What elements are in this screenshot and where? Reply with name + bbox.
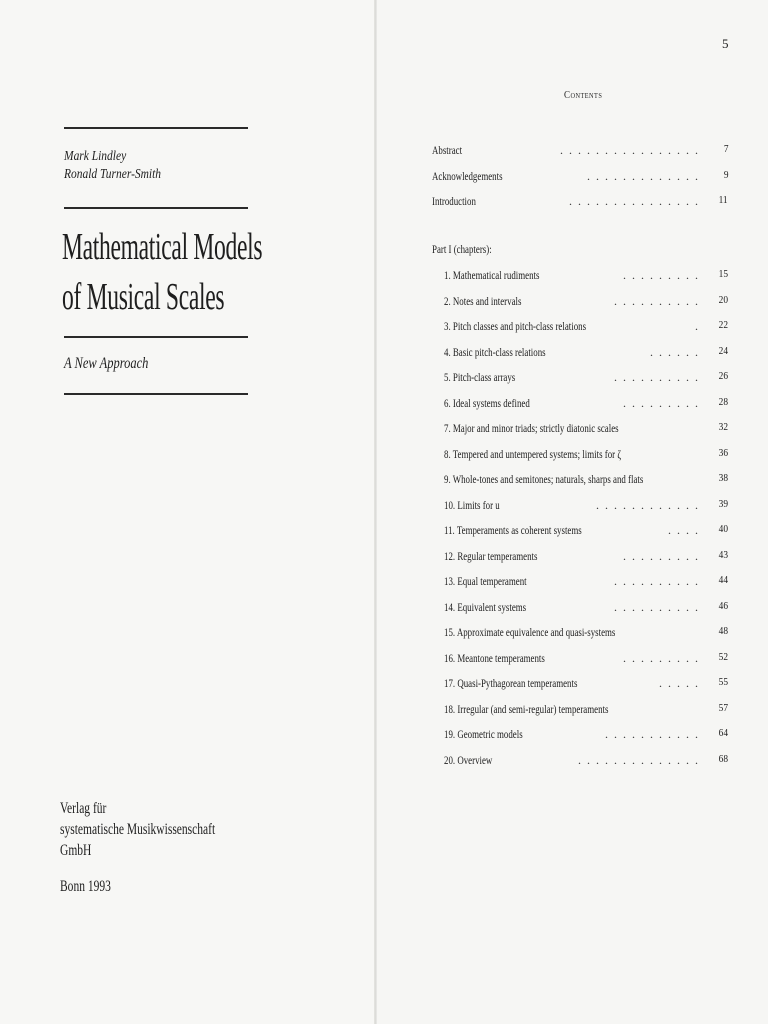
toc-entry-label: 4. Basic pitch-class relations [444, 344, 546, 359]
toc-entry-page: 22 [718, 319, 728, 331]
toc-entry-label: Abstract [432, 143, 463, 157]
toc-entry [444, 702, 728, 720]
toc-entry [444, 625, 728, 643]
toc-entry [444, 523, 728, 541]
toc-entry-label: 17. Quasi-Pythagorean temperaments [444, 676, 578, 690]
toc-dot-leader: .......... [614, 574, 704, 588]
toc-dot-leader: .......... [614, 293, 704, 308]
toc-entry-page: 55 [718, 676, 728, 688]
top-rule [64, 127, 248, 129]
toc-entry-page: 57 [718, 701, 728, 714]
publisher-line-3: GmbH [60, 842, 92, 859]
toc-entry-label: 11. Temperaments as coherent systems [444, 523, 582, 537]
toc-dot-leader: .......... [614, 599, 704, 614]
toc-entry [444, 472, 728, 490]
toc-entry-page: 39 [718, 497, 728, 510]
toc-dot-leader: ......... [623, 650, 704, 665]
toc-entry-page: 64 [718, 727, 728, 739]
toc-dot-leader: ................ [560, 143, 704, 157]
toc-entry-page: 40 [718, 523, 728, 535]
toc-entry-page: 24 [718, 344, 728, 357]
toc-entry-label: 13. Equal temperament [444, 574, 527, 588]
toc-entry-label: 5. Pitch-class arrays [444, 370, 516, 384]
publisher [60, 798, 215, 861]
toc-entry-label: 14. Equivalent systems [444, 599, 527, 614]
toc-entry-label: 1. Mathematical rudiments [444, 268, 540, 282]
contents-heading: Contents [564, 90, 603, 101]
toc-entry-label: 12. Regular temperaments [444, 548, 538, 563]
title-line-2: of Musical Scales [62, 276, 225, 318]
title-line-1: Mathematical Models [62, 226, 263, 268]
toc-dot-leader: ............. [587, 168, 704, 183]
toc-dot-leader: ............... [569, 194, 704, 208]
toc-entry-label: 2. Notes and intervals [444, 293, 522, 308]
publisher-line-2: systematische Musikwissenschaft [60, 821, 216, 838]
publisher-line-1: Verlag für [60, 800, 107, 817]
page-number: 5 [722, 36, 729, 51]
toc-entry-page: 28 [718, 395, 728, 408]
toc-entry [444, 727, 728, 745]
toc-entry [444, 574, 728, 592]
author-rule [64, 207, 248, 209]
toc-entry-label: 10. Limits for u [444, 497, 500, 512]
toc-dot-leader: .......... [614, 370, 704, 384]
book-title [62, 222, 262, 322]
toc-dot-leader: ............ [596, 497, 704, 512]
place-year: Bonn 1993 [60, 878, 111, 895]
toc-dot-leader: .............. [578, 752, 704, 767]
toc-entry-label: 7. Major and minor triads; strictly diatonic scales [444, 421, 619, 435]
toc-entry [444, 319, 728, 337]
author-1: Mark Lindley [64, 149, 127, 164]
toc-entry-label: 19. Geometric models [444, 727, 523, 741]
toc-entry-label: 9. Whole-tones and semitones; naturals, sharps and flats [444, 472, 644, 486]
toc-entry [444, 447, 728, 465]
title-page [0, 0, 375, 1024]
toc-entry-page: 32 [718, 421, 728, 433]
toc-entry-page: 43 [718, 548, 728, 561]
toc-entry [444, 600, 728, 618]
toc-entry [432, 194, 728, 212]
toc-entry-label: 20. Overview [444, 752, 493, 767]
title-rule [64, 336, 248, 338]
toc-entry-label: 6. Ideal systems defined [444, 395, 530, 410]
toc-dot-leader: ........... [605, 727, 704, 741]
toc-entry-page: 68 [718, 752, 728, 765]
toc-entry [444, 268, 728, 286]
toc-entry [432, 169, 728, 187]
toc-dot-leader: ...... [650, 344, 704, 359]
toc-entry [432, 143, 728, 161]
toc-entry [444, 421, 728, 439]
toc-entry-page: 44 [718, 574, 728, 586]
toc-entry-label: 16. Meantone temperaments [444, 650, 545, 665]
toc-entry-page: 52 [718, 650, 728, 663]
toc-entry [444, 753, 728, 771]
subtitle: A New Approach [64, 355, 149, 372]
author-2: Ronald Turner-Smith [64, 167, 162, 182]
toc-entry-label: 8. Tempered and untempered systems; limits for ζ [444, 446, 622, 461]
subtitle-rule [64, 393, 248, 395]
toc-entry [444, 370, 728, 388]
toc-entry-label: 3. Pitch classes and pitch-class relations [444, 319, 587, 333]
toc-entry [444, 294, 728, 312]
toc-entry [444, 498, 728, 516]
toc-entry [444, 396, 728, 414]
toc-dot-leader: .... [668, 523, 704, 537]
toc-entry-page: 38 [718, 472, 728, 484]
toc-entry-page: 15 [718, 268, 728, 280]
toc-dot-leader: . [695, 319, 704, 333]
toc-entry-page: 48 [718, 625, 728, 637]
toc-entry-page: 36 [718, 446, 728, 459]
toc-entry-page: 11 [718, 194, 728, 206]
toc-entry [444, 345, 728, 363]
toc-entry-page: 7 [723, 143, 728, 155]
toc-entry-page: 26 [718, 370, 728, 382]
toc-dot-leader: ..... [659, 676, 704, 690]
toc-entry [444, 676, 728, 694]
authors [64, 148, 161, 184]
toc-entry-label: 18. Irregular (and semi-regular) temperaments [444, 701, 609, 716]
toc-entry-label: Introduction [432, 194, 476, 208]
toc-dot-leader: ......... [623, 268, 704, 282]
toc-entry-page: 20 [718, 293, 728, 306]
toc-dot-leader: ......... [623, 395, 704, 410]
toc-entry-page: 46 [718, 599, 728, 612]
part-heading: Part I (chapters): [432, 242, 492, 256]
toc-entry-page: 9 [723, 168, 728, 181]
toc-entry-label: 15. Approximate equivalence and quasi-systems [444, 625, 616, 639]
toc-dot-leader: ......... [623, 548, 704, 563]
toc-entry-label: Acknowledgements [432, 168, 503, 183]
toc-entry [444, 651, 728, 669]
toc-entry [444, 549, 728, 567]
